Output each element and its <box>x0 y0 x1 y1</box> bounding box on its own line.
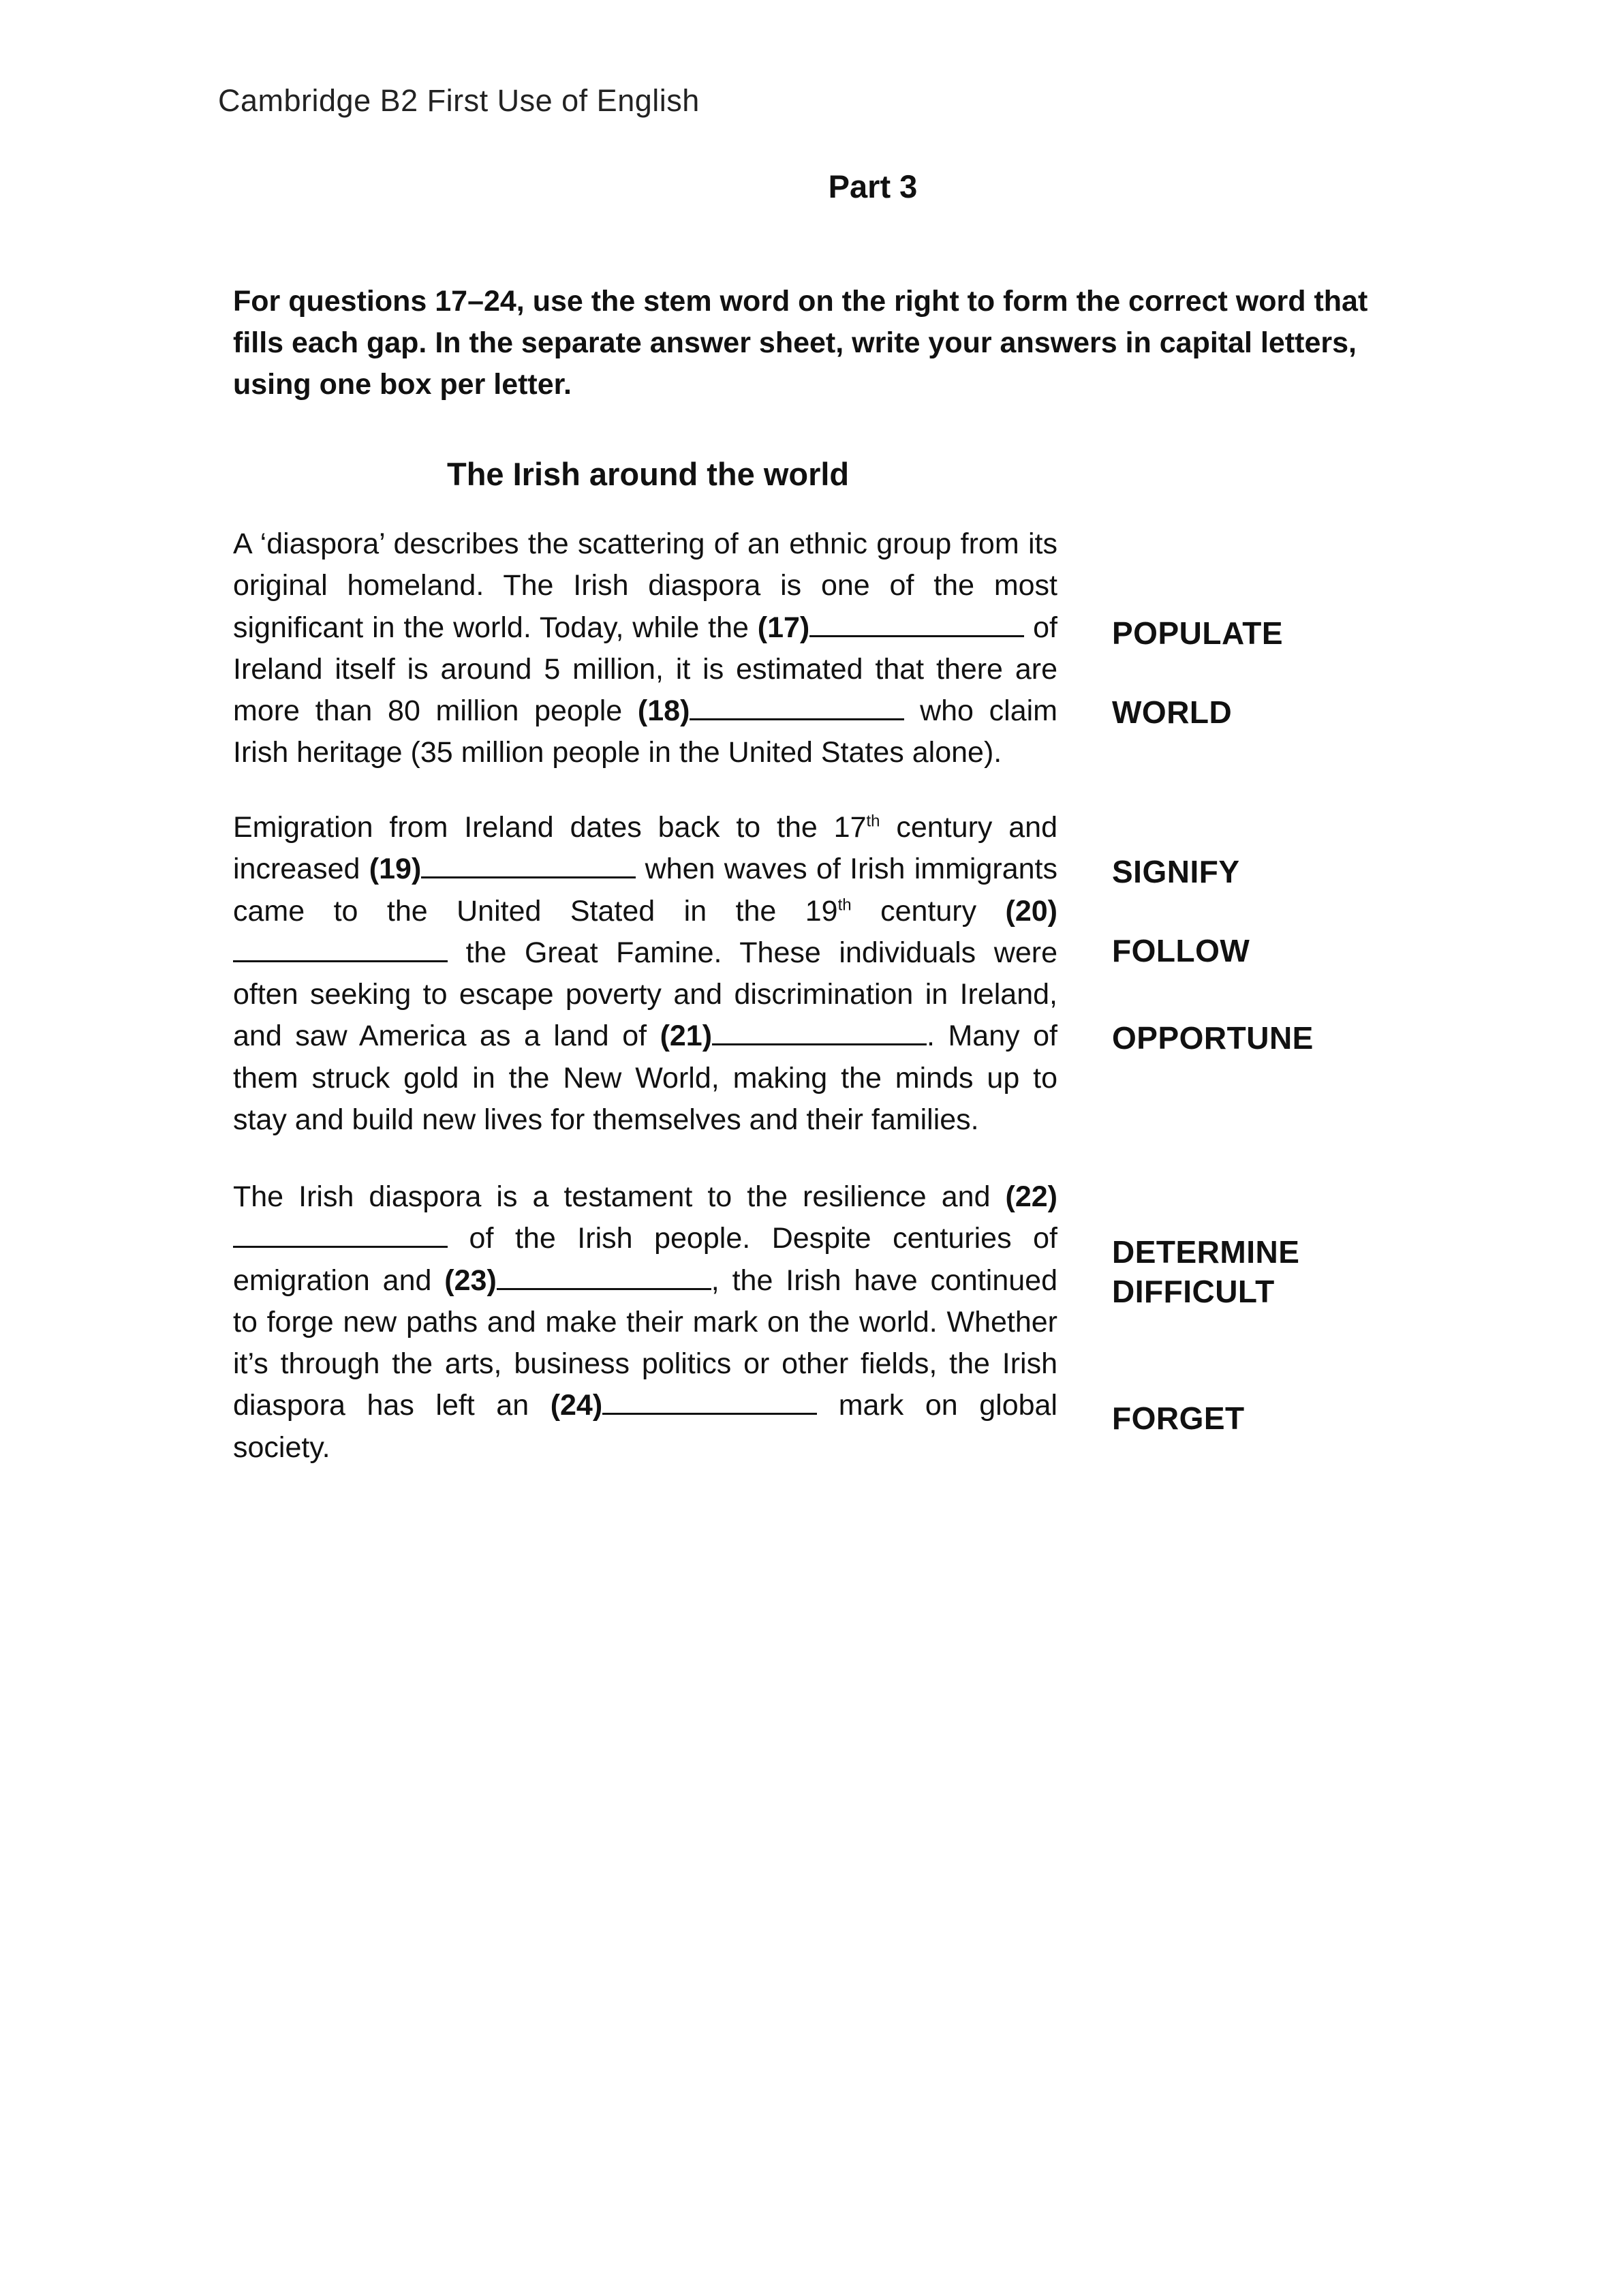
gap-blank-24[interactable] <box>602 1390 817 1415</box>
gap-number-20: (20) <box>1005 894 1057 928</box>
gap-blank-21[interactable] <box>712 1020 927 1045</box>
page-header: Cambridge B2 First Use of English <box>218 83 700 118</box>
text-run: when waves of Irish immigrants came to the United Stated in the 19 <box>233 853 1057 928</box>
gap-blank-19[interactable] <box>421 853 636 878</box>
text-run: of Ireland itself is around 5 million, it is estimated that there are more than 80 million people <box>233 611 1057 728</box>
paragraph-1 <box>233 523 1057 774</box>
gap-number-17: (17) <box>757 611 810 644</box>
text-run: . Many of them struck gold in the New World, making the minds up to stay and build new lives for themselves and their families. <box>233 1020 1057 1137</box>
text-run: of the Irish people. Despite centuries of emigration and <box>233 1222 1057 1297</box>
gap-number-21: (21) <box>660 1020 713 1053</box>
gap-blank-18[interactable] <box>690 695 904 720</box>
gap-blank-17[interactable] <box>809 612 1024 637</box>
paragraph-2 <box>233 807 1057 1141</box>
ordinal-suffix: th <box>837 896 852 915</box>
stem-word-23: DIFFICULT <box>1112 1274 1275 1309</box>
gap-number-18: (18) <box>637 694 690 728</box>
stem-word-17: POPULATE <box>1112 615 1284 651</box>
text-run: century <box>851 894 1006 928</box>
text-title: The Irish around the world <box>447 456 850 492</box>
gap-number-19: (19) <box>369 853 422 886</box>
text-run: mark on global society. <box>233 1389 1057 1464</box>
stem-word-20: FOLLOW <box>1112 933 1250 968</box>
stem-word-19: SIGNIFY <box>1112 854 1240 889</box>
gap-number-24: (24) <box>550 1389 603 1422</box>
stem-word-21: OPPORTUNE <box>1112 1020 1314 1056</box>
text-run: who claim Irish heritage (35 million people in the United States alone). <box>233 694 1057 769</box>
text-run: A ‘diaspora’ describes the scattering of an ethnic group from its original homeland. The Irish diaspora is one of the most significant in the world. Today, while the <box>233 527 1057 644</box>
gap-blank-23[interactable] <box>497 1265 711 1290</box>
text-run: Emigration from Ireland dates back to the 17 <box>233 811 867 844</box>
text-run: The Irish diaspora is a testament to the resilience and <box>233 1180 1006 1213</box>
part-title: Part 3 <box>828 168 918 204</box>
ordinal-suffix: th <box>866 812 880 831</box>
paragraph-3 <box>233 1176 1057 1469</box>
instructions: For questions 17–24, use the stem word on the right to form the correct word that fills each gap. In the separate answer sheet, write your answers in capital letters, using one box per letter. <box>233 285 1368 401</box>
stem-word-24: FORGET <box>1112 1400 1245 1436</box>
gap-number-22: (22) <box>1005 1180 1057 1213</box>
text-run: the Great Famine. These individuals were often seeking to escape poverty and discrimination in Ireland, and saw America as a land of <box>233 936 1057 1053</box>
stem-word-18: WORLD <box>1112 694 1233 730</box>
stem-word-22: DETERMINE <box>1112 1234 1300 1270</box>
gap-blank-20[interactable] <box>233 937 448 962</box>
gap-blank-22[interactable] <box>233 1223 448 1248</box>
text-run: , the Irish have continued to forge new paths and make their mark on the world. Whether it’s through the arts, business politics or other fields, the Irish diaspora has left an <box>233 1264 1058 1422</box>
text-run: century and increased <box>233 811 1058 886</box>
gap-number-23: (23) <box>444 1264 497 1297</box>
